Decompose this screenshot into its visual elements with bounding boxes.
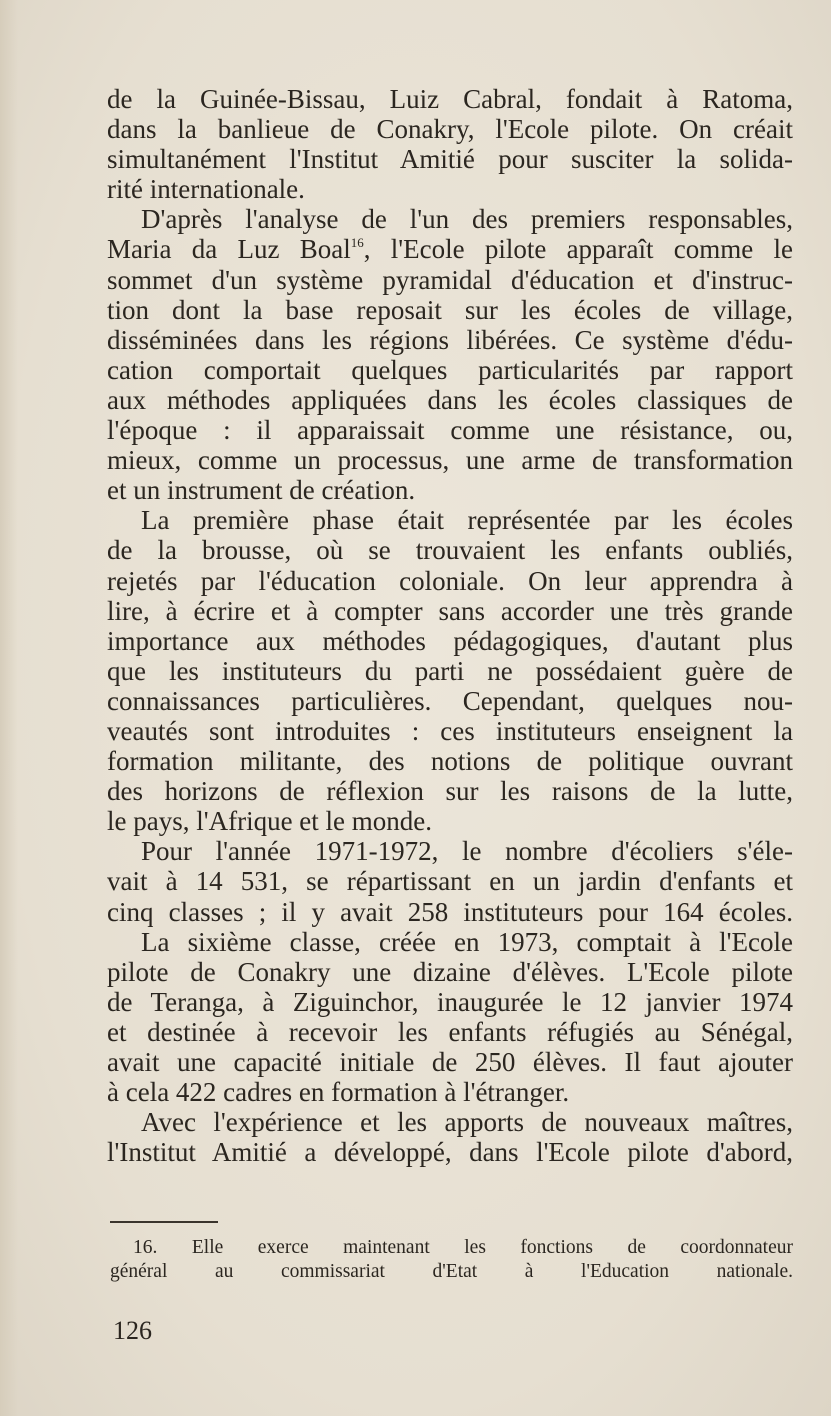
text-line: avait une capacité initiale de 250 élèves. Il faut ajouter (107, 1047, 793, 1077)
text-line: sommet d'un système pyramidal d'éducation et d'instruc- (107, 264, 793, 295)
text-line: que les instituteurs du parti ne possédaient guère de (107, 655, 793, 686)
text-line: aux méthodes appliquées dans les écoles classiques de (107, 384, 793, 415)
text-segment: , l'Ecole pilote apparaît comme le (363, 234, 793, 265)
text-line: l'Institut Amitié a développé, dans l'Ecole pilote d'abord, (107, 1137, 793, 1168)
text-line: D'après l'analyse de l'un des premiers responsables, (141, 204, 793, 235)
text-line: lire, à écrire et à compter sans accorder une très grande (107, 595, 793, 626)
text-line: de la brousse, où se trouvaient les enfants oubliés, (107, 535, 793, 566)
footnote-reference: 16 (350, 235, 364, 251)
text-line: dans la banlieue de Conakry, l'Ecole pilote. On créait (107, 114, 793, 145)
text-line: formation militante, des notions de politique ouvrant (107, 746, 793, 777)
text-line: disséminées dans les régions libérées. Ce système d'édu- (107, 324, 793, 355)
footnote-separator (110, 1221, 218, 1223)
footnote-line: général au commissariat d'Etat à l'Education nationale. (110, 1261, 793, 1282)
text-line: vait à 14 531, se répartissant en un jardin d'enfants et (107, 866, 793, 897)
text-line: l'époque : il apparaissait comme une résistance, ou, (107, 415, 793, 446)
text-line: simultanément l'Institut Amitié pour susciter la solida- (107, 144, 793, 175)
text-line: des horizons de réflexion sur les raisons de la lutte, (107, 776, 793, 807)
text-line: à cela 422 cadres en formation à l'étranger. (107, 1077, 570, 1108)
page-gutter-shadow (0, 0, 18, 1416)
text-line: rité internationale. (107, 174, 305, 205)
text-line: rejetés par l'éducation coloniale. On leur apprendra à (107, 565, 793, 596)
text-line: de la Guinée-Bissau, Luiz Cabral, fondait à Ratoma, (107, 84, 793, 114)
text-line: tion dont la base reposait sur les écoles de village, (107, 294, 793, 325)
text-line: veautés sont introduites : ces instituteurs enseignent la (107, 715, 793, 746)
text-line: le pays, l'Afrique et le monde. (107, 806, 433, 837)
text-line (107, 234, 793, 264)
text-line: et destinée à recevoir les enfants réfugiés au Sénégal, (107, 1016, 793, 1047)
text-segment: Maria da Luz Boal (107, 234, 351, 265)
text-line: et un instrument de création. (107, 475, 416, 506)
text-line: importance aux méthodes pédagogiques, d'autant plus (107, 625, 793, 656)
text-line: cation comportait quelques particularités par rapport (107, 354, 793, 385)
text-line: La première phase était représentée par les écoles (141, 505, 793, 536)
text-line: connaissances particulières. Cependant, quelques nou- (107, 685, 793, 716)
text-line: La sixième classe, créée en 1973, comptait à l'Ecole (141, 926, 793, 957)
footnote (110, 1236, 793, 1284)
text-line: cinq classes ; il y avait 258 instituteurs pour 164 écoles. (107, 896, 793, 927)
page-number: 126 (113, 1316, 152, 1345)
text-line: Avec l'expérience et les apports de nouveaux maîtres, (141, 1107, 793, 1138)
text-line: mieux, comme un processus, une arme de transformation (107, 445, 793, 476)
footnote-line: 16. Elle exerce maintenant les fonctions de coordonnateur (133, 1237, 793, 1258)
body-text (107, 84, 793, 1167)
text-line: Pour l'année 1971-1972, le nombre d'écoliers s'éle- (141, 836, 793, 867)
text-line: de Teranga, à Ziguinchor, inaugurée le 12 janvier 1974 (107, 986, 793, 1017)
text-line: pilote de Conakry une dizaine d'élèves. L'Ecole pilote (107, 956, 793, 987)
